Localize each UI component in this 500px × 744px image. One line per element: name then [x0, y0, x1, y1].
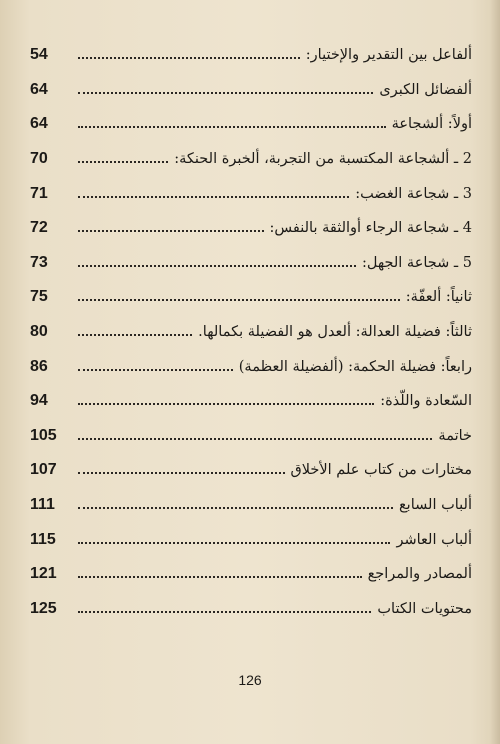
dot-leader: [78, 472, 285, 474]
toc-entry: [30, 557, 472, 592]
toc-entry: [30, 107, 472, 142]
toc-entry-title: أولاً: ألشجاعة: [391, 116, 472, 133]
dot-leader: [78, 576, 362, 578]
toc-entry-title: ألباب السابع: [398, 497, 472, 514]
toc-entry: [30, 315, 472, 350]
toc-entry-page: 107: [30, 461, 57, 479]
dot-leader: [78, 230, 264, 232]
dot-leader: [78, 369, 233, 371]
dot-leader: [78, 57, 300, 59]
toc-entry-page: 71: [30, 184, 48, 202]
toc-entry: [30, 349, 472, 384]
toc-entry-page: 73: [30, 253, 48, 271]
toc-entry-title: 5 ـ شجاعة الجهل:: [361, 254, 472, 271]
toc-entry-title: مختارات من كتاب علم الأخلاق: [290, 462, 472, 479]
toc-entry-title: ألفاعل بين التقدير والإختيار:: [305, 47, 472, 64]
dot-leader: [78, 334, 192, 336]
toc-entry-title: 2 ـ ألشجاعة المكتسبة من التجربة، ألخبرة الحنكة:: [174, 151, 472, 168]
toc-entry-page: 115: [30, 530, 56, 548]
toc-entry-title: 3 ـ شجاعة الغضب:: [355, 185, 472, 202]
toc-entry-title: خاتمة: [438, 427, 472, 444]
toc-entry-page: 54: [30, 46, 48, 64]
dot-leader: [78, 403, 374, 405]
dot-leader: [78, 542, 390, 544]
dot-leader: [78, 161, 168, 163]
toc-entry-title: 4 ـ شجاعة الرجاء أوالثقة بالنفس:: [269, 220, 472, 237]
toc-entry: [30, 488, 472, 523]
toc-entry-title: ثانياً: ألعفّة:: [405, 289, 472, 306]
toc-entry: [30, 73, 472, 108]
toc-entry-title: ألباب العاشر: [396, 531, 472, 548]
dot-leader: [78, 299, 400, 301]
toc-entry: [30, 592, 472, 627]
toc-entry-page: 94: [30, 392, 48, 410]
toc-entry-page: 80: [30, 323, 48, 341]
toc-entry: [30, 142, 472, 177]
toc-entry-page: 86: [30, 357, 48, 375]
toc-entry-page: 105: [30, 426, 57, 444]
dot-leader: [78, 438, 432, 440]
toc-entry-page: 121: [30, 565, 57, 583]
toc-entry: [30, 384, 472, 419]
toc-entry-page: 64: [30, 80, 48, 98]
dot-leader: [78, 126, 386, 128]
table-of-contents: [30, 38, 472, 626]
page-number: 126: [238, 672, 262, 688]
toc-entry-title: محتويات الكتاب: [377, 600, 472, 617]
toc-entry: [30, 246, 472, 281]
toc-entry: [30, 211, 472, 246]
toc-entry-title: السّعادة واللّذة:: [380, 393, 472, 410]
toc-entry: [30, 522, 472, 557]
toc-entry: [30, 176, 472, 211]
dot-leader: [78, 265, 356, 267]
toc-entry: [30, 453, 472, 488]
page-edge-shadow: [490, 0, 500, 744]
toc-entry-title: رابعاً: فضيلة الحكمة: (ألفضيلة العظمة): [238, 358, 472, 375]
toc-entry-title: ألمصادر والمراجع: [367, 566, 472, 583]
toc-entry-page: 64: [30, 115, 48, 133]
dot-leader: [78, 92, 373, 94]
toc-entry-page: 125: [30, 599, 57, 617]
toc-entry: [30, 280, 472, 315]
toc-entry-title: ألفضائل الكبرى: [379, 81, 472, 98]
toc-entry-page: 111: [30, 496, 55, 514]
toc-entry-page: 72: [30, 219, 48, 237]
toc-entry: [30, 38, 472, 73]
dot-leader: [78, 611, 371, 613]
dot-leader: [78, 196, 349, 198]
toc-entry: [30, 419, 472, 454]
toc-entry-page: 75: [30, 288, 48, 306]
dot-leader: [78, 507, 393, 509]
toc-entry-title: ثالثاً: فضيلة العدالة: ألعدل هو الفضيلة بكمالها.: [198, 324, 472, 341]
toc-entry-page: 70: [30, 150, 48, 168]
